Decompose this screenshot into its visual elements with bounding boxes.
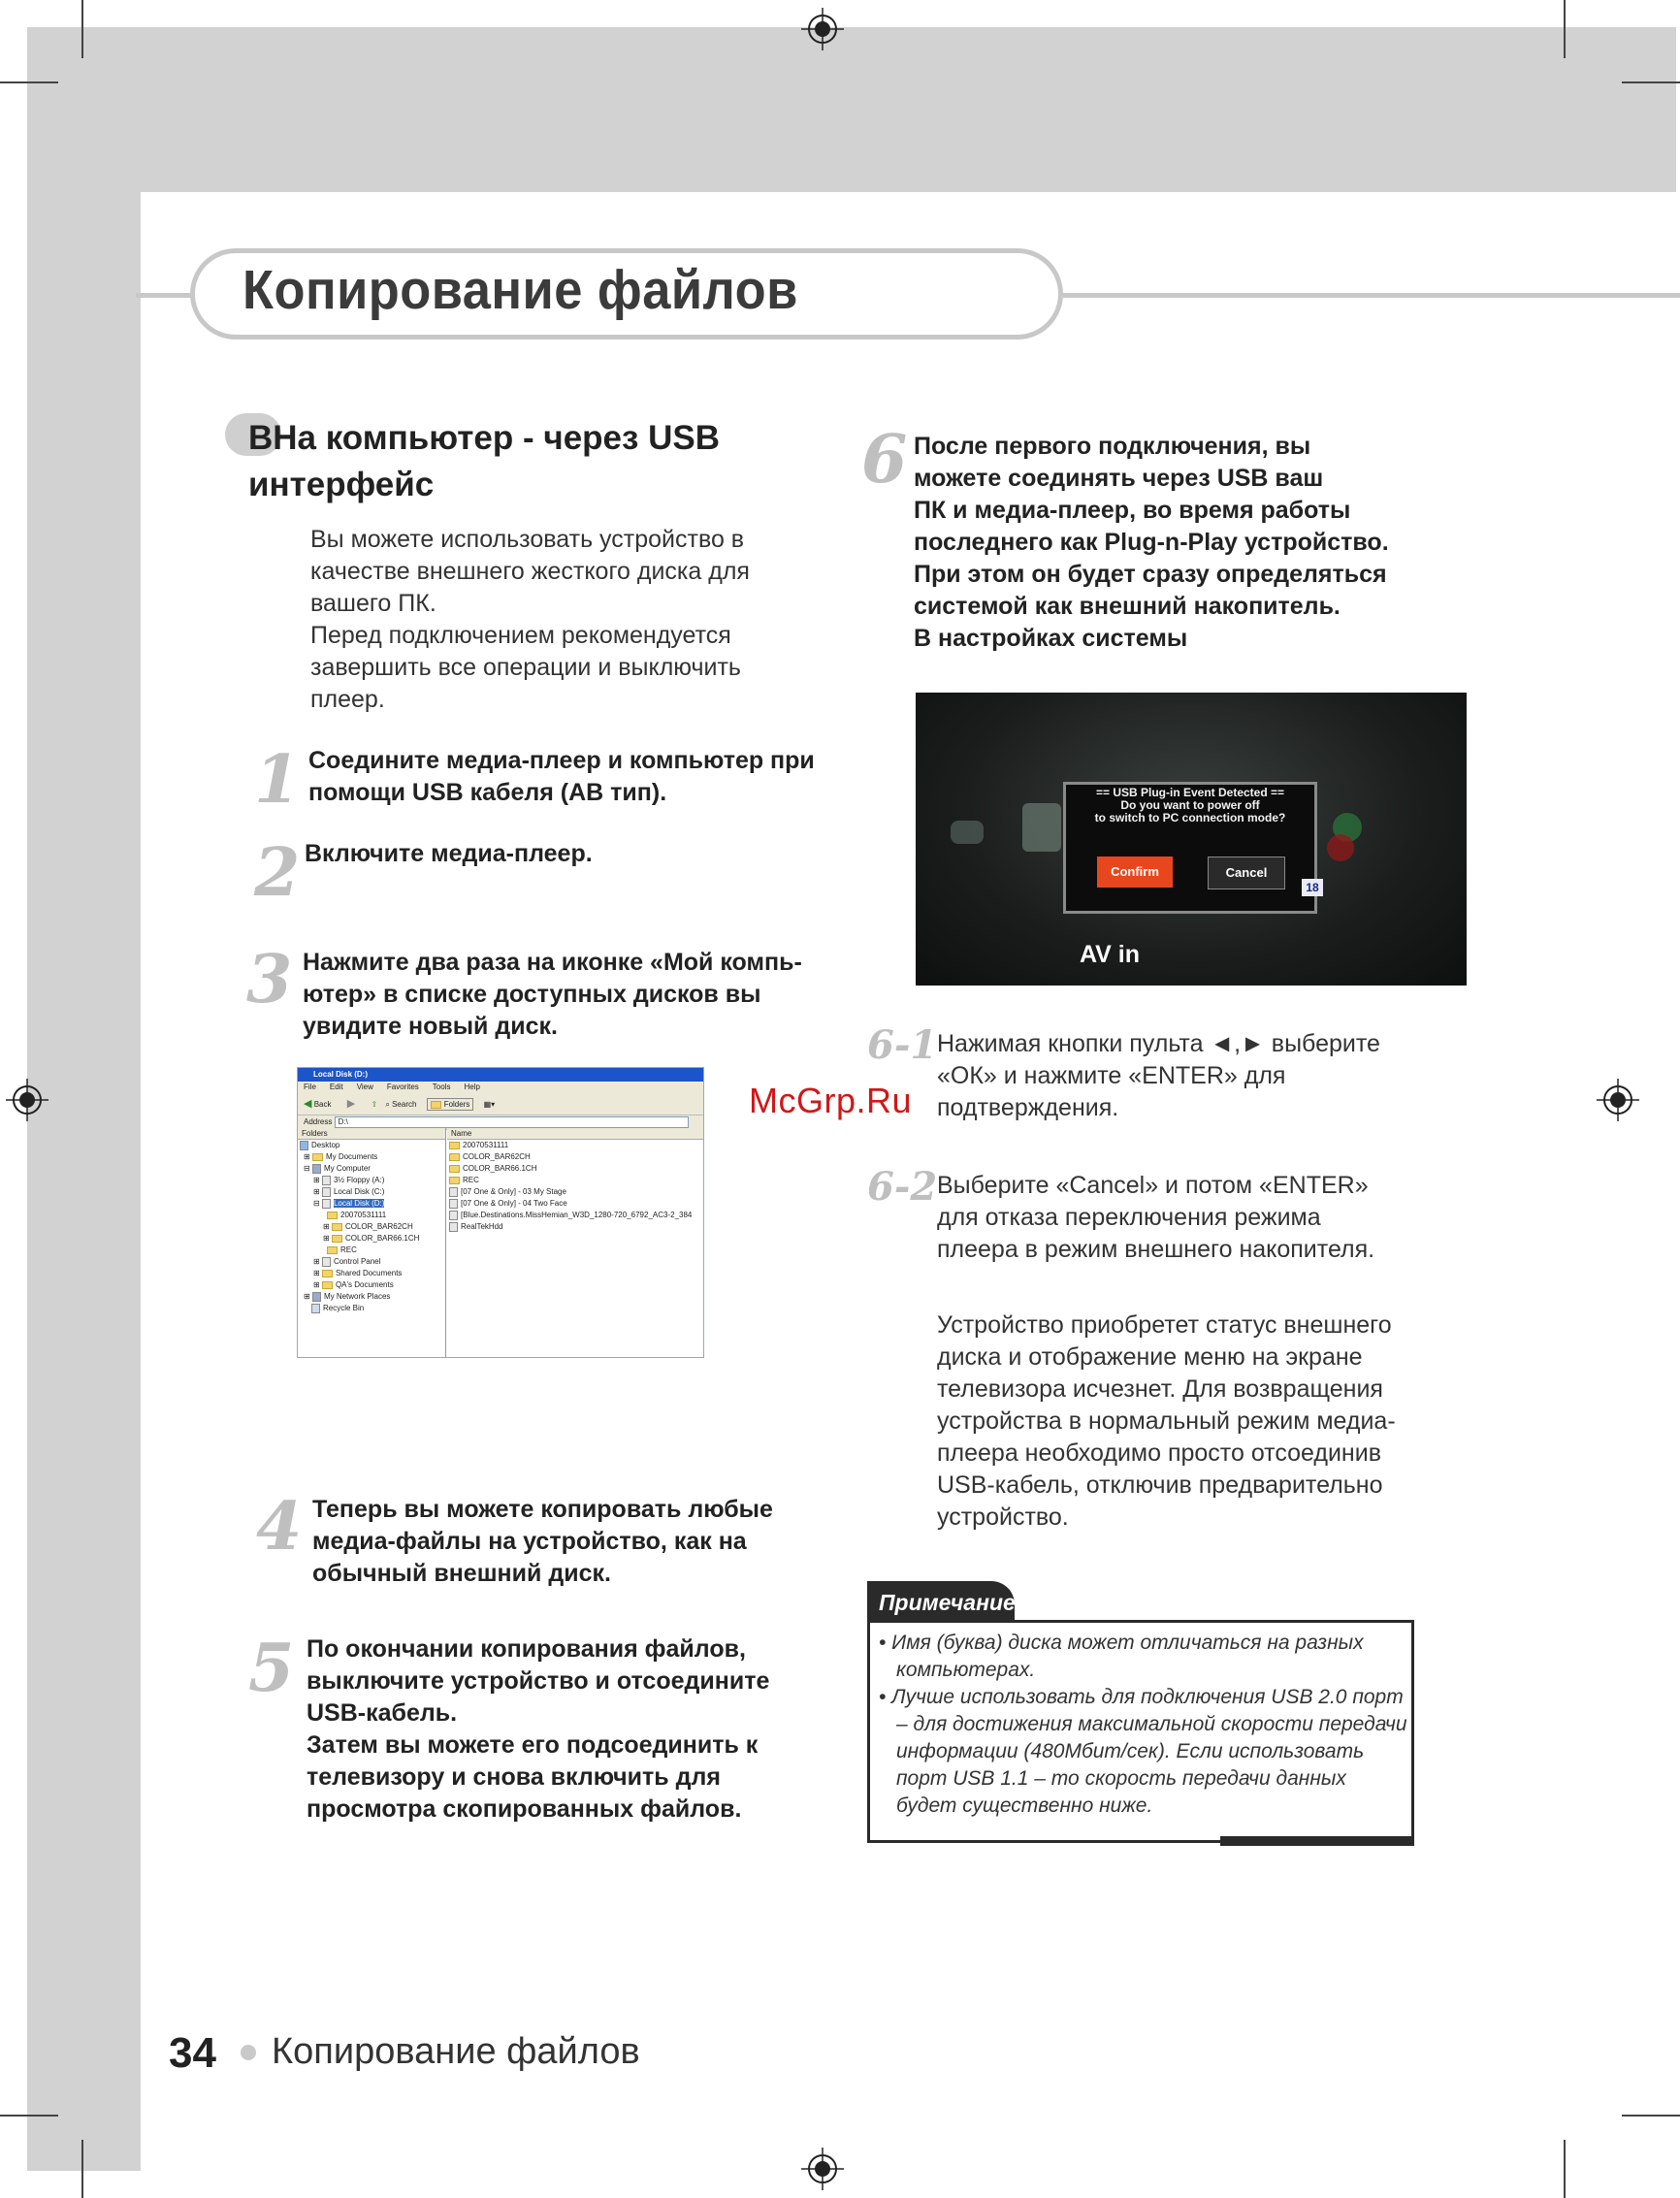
dialog-line: to switch to PC connection mode?: [1094, 811, 1286, 824]
outro-paragraph: [937, 1309, 1480, 1534]
substep-line: Нажимая кнопки пульта ◄,► выберите: [937, 1030, 1380, 1057]
file-label: COLOR_BAR66.1CH: [463, 1164, 537, 1173]
tree-label: My Network Places: [323, 1292, 391, 1301]
page-number: 34: [169, 2029, 216, 2077]
tree-item-selected[interactable]: ⊟ Local Disk (D:): [313, 1199, 385, 1208]
tree-item[interactable]: ⊞ My Documents: [304, 1152, 378, 1161]
menu-file[interactable]: File: [304, 1083, 316, 1091]
folder-icon: [332, 1235, 342, 1243]
step-6-text: [914, 431, 1457, 655]
watermark: McGrp.Ru: [749, 1081, 913, 1120]
outro-line: плеера необходимо просто отсоединив: [937, 1439, 1381, 1467]
file-item[interactable]: [447, 1221, 703, 1233]
intro-line: вашего ПК.: [310, 590, 436, 617]
back-button[interactable]: Back: [313, 1100, 332, 1109]
menu-view[interactable]: View: [356, 1083, 373, 1091]
record-icon: [1327, 834, 1354, 861]
step-line: ПК и медиа-плеер, во время работы: [914, 497, 1351, 524]
media-file-icon: [449, 1199, 458, 1209]
explorer-menubar: [298, 1082, 703, 1093]
tree-label: Local Disk (D:): [333, 1199, 385, 1208]
registration-mark-icon: [801, 8, 844, 50]
views-icon[interactable]: ▦▾: [483, 1100, 496, 1109]
desktop-icon: [300, 1141, 308, 1150]
tree-item[interactable]: ⊞ 3½ Floppy (A:): [313, 1176, 385, 1184]
step-number: 3: [246, 941, 293, 1018]
menu-favorites[interactable]: Favorites: [386, 1083, 419, 1091]
file-item[interactable]: [447, 1140, 703, 1151]
folder-icon: [449, 1165, 460, 1173]
explorer-titlebar: Local Disk (D:): [298, 1068, 703, 1082]
folder-icon: [449, 1153, 460, 1161]
folder-icon: [332, 1223, 342, 1231]
tree-label: COLOR_BAR62CH: [344, 1222, 413, 1231]
tree-label: Desktop: [311, 1141, 340, 1149]
search-icon: ⌕: [385, 1100, 390, 1109]
substep-line: «ОК» и нажмите «ENTER» для: [937, 1062, 1286, 1089]
intro-line: Вы можете использовать устройство в: [310, 526, 745, 553]
crop-mark: [0, 2115, 58, 2117]
explorer-toolbar: [298, 1093, 703, 1115]
substep-line: подтверждения.: [937, 1094, 1119, 1121]
file-item[interactable]: [447, 1198, 703, 1210]
tree-label: My Computer: [323, 1164, 371, 1173]
step-line: После первого подключения, вы: [914, 433, 1311, 460]
tree-item[interactable]: ⊞ Control Panel: [313, 1257, 381, 1266]
tree-label: Control Panel: [333, 1257, 381, 1266]
file-item[interactable]: [447, 1163, 703, 1175]
title-rule-right: [1063, 293, 1680, 298]
search-button[interactable]: Search: [392, 1100, 417, 1109]
step-line: Включите медиа-плеер.: [305, 840, 593, 867]
folder-icon: [431, 1101, 441, 1109]
tree-item[interactable]: ⊞ My Network Places: [304, 1292, 391, 1301]
footer-title: Копирование файлов: [272, 2031, 640, 2072]
address-label: Address: [304, 1117, 333, 1126]
step-line: Нажмите два раза на иконке «Мой компь-: [303, 949, 802, 976]
folders-label: Folders: [443, 1100, 470, 1109]
folder-icon: [449, 1177, 460, 1184]
dialog-line: == USB Plug-in Event Detected ==: [1095, 786, 1285, 799]
confirm-button[interactable]: Confirm: [1097, 857, 1173, 888]
tv-caption: AV in: [1079, 941, 1141, 968]
file-icon: [449, 1222, 458, 1232]
tree-label: COLOR_BAR66.1CH: [344, 1234, 420, 1243]
media-file-icon: [449, 1211, 458, 1220]
menu-edit[interactable]: Edit: [329, 1083, 343, 1091]
registration-mark-icon: [801, 2148, 844, 2190]
footer-bullet-icon: [241, 2045, 256, 2060]
outro-line: телевизора исчезнет. Для возвращения: [937, 1375, 1383, 1403]
menu-tile: [951, 821, 984, 844]
step-line: медиа-файлы на устройство, как на: [312, 1528, 747, 1555]
drive-icon: [322, 1187, 331, 1197]
tree-item[interactable]: [298, 1303, 445, 1314]
crop-mark: [0, 81, 58, 83]
tree-label: 20070531111: [340, 1211, 387, 1219]
left-band: [27, 192, 141, 2171]
dialog-message: [1066, 787, 1314, 824]
step-line: При этом он будет сразу определяться: [914, 561, 1387, 588]
note-item: • Имя (буква) диска может отличаться на разных компьютерах.: [879, 1632, 1364, 1681]
tree-label: Recycle Bin: [323, 1304, 365, 1312]
step-1-text: [308, 745, 871, 809]
step-number: 4: [256, 1488, 303, 1566]
file-item[interactable]: [447, 1210, 703, 1221]
tree-label: Shared Documents: [335, 1269, 403, 1277]
usb-dialog: [1063, 782, 1317, 914]
intro-line: качестве внешнего жесткого диска для: [310, 558, 750, 585]
address-input[interactable]: D:\: [335, 1116, 689, 1128]
step-line: выключите устройство и отсоедините: [307, 1667, 770, 1695]
tree-item[interactable]: ⊞ QA's Documents: [313, 1280, 394, 1289]
tree-item[interactable]: ⊞ COLOR_BAR66.1CH: [323, 1234, 420, 1243]
menu-tile: [1022, 803, 1061, 852]
file-item[interactable]: [447, 1186, 703, 1198]
substep-6-2-text: [937, 1170, 1461, 1266]
media-file-icon: [449, 1187, 458, 1197]
floppy-icon: [322, 1176, 331, 1185]
title-rule-left: [136, 293, 192, 298]
crop-mark: [1622, 2115, 1680, 2117]
substep-6-1-text: [937, 1028, 1461, 1124]
menu-help[interactable]: Help: [464, 1083, 480, 1091]
step-line: обычный внешний диск.: [312, 1560, 611, 1587]
step-3-text: [303, 947, 875, 1043]
folder-icon: [322, 1281, 333, 1289]
file-label: COLOR_BAR62CH: [463, 1152, 531, 1161]
step-number: 5: [248, 1630, 295, 1707]
step-line: Теперь вы можете копировать любые: [312, 1496, 773, 1523]
note-title: Примечание: [867, 1581, 1015, 1622]
up-folder-icon[interactable]: ⇧: [371, 1100, 378, 1109]
step-line: ютер» в списке доступных дисков вы: [303, 981, 761, 1008]
step-number: 2: [254, 834, 301, 912]
step-line: USB-кабель.: [307, 1699, 458, 1727]
step-4-text: [312, 1494, 875, 1590]
folder-icon: [322, 1270, 333, 1277]
step-line: По окончании копирования файлов,: [307, 1635, 746, 1663]
note-list: [879, 1630, 1407, 1820]
tv-screenshot: [916, 693, 1467, 986]
substep-line: плеера в режим внешнего накопителя.: [937, 1236, 1375, 1263]
file-label: [Blue.Destinations.MissHemian_W3D_1280-720_6792_AC3-2_384: [461, 1211, 693, 1219]
tree-label: QA's Documents: [335, 1280, 394, 1289]
recycle-bin-icon: [311, 1304, 320, 1313]
network-icon: [312, 1292, 321, 1302]
step-number: 6: [861, 421, 908, 499]
step-line: В настройках системы: [914, 625, 1188, 652]
intro-line: Перед подключением рекомендуется: [310, 622, 731, 649]
crop-mark: [1564, 0, 1566, 58]
crop-mark: [81, 2140, 83, 2198]
file-label: RealTekHdd: [461, 1222, 503, 1231]
intro-line: плеер.: [310, 686, 385, 713]
tree-item[interactable]: [298, 1140, 445, 1151]
tree-label: My Documents: [325, 1152, 378, 1161]
registration-mark-icon: [6, 1079, 48, 1121]
outro-line: USB-кабель, отключив предварительно: [937, 1471, 1383, 1499]
outro-line: устройство.: [937, 1503, 1069, 1531]
header-band: [27, 27, 1676, 192]
step-line: просмотра скопированных файлов.: [307, 1795, 742, 1823]
file-label: REC: [463, 1176, 479, 1184]
note-box-accent: [1220, 1836, 1414, 1846]
step-line: увидите новый диск.: [303, 1013, 558, 1040]
crop-mark: [81, 0, 83, 58]
folder-tree: [298, 1128, 446, 1357]
substep-line: Выберите «Cancel» и потом «ENTER»: [937, 1172, 1369, 1199]
tree-label: REC: [340, 1245, 357, 1254]
substep-line: для отказа переключения режима: [937, 1204, 1321, 1231]
intro-line: завершить все операции и выключить: [310, 654, 741, 681]
tree-item[interactable]: ⊞ COLOR_BAR62CH: [323, 1222, 413, 1231]
file-item[interactable]: [447, 1151, 703, 1163]
folders-button[interactable]: [427, 1098, 474, 1111]
page-title: Копирование файлов: [242, 259, 798, 321]
substep-number: 6-2: [867, 1164, 938, 1210]
dialog-line: Do you want to power off: [1120, 798, 1260, 812]
tree-item[interactable]: ⊞ Local Disk (C:): [313, 1187, 385, 1196]
registration-mark-icon: [1597, 1079, 1639, 1121]
forward-arrow-icon[interactable]: ▶: [346, 1098, 356, 1110]
tree-item[interactable]: ⊟ My Computer: [304, 1164, 371, 1173]
channel-badge: 18: [1302, 879, 1323, 896]
crop-mark: [1564, 2140, 1566, 2198]
control-panel-icon: [322, 1257, 331, 1267]
step-line: последнего как Plug-n-Play устройство.: [914, 529, 1389, 556]
step-number: 1: [254, 741, 301, 819]
file-label: [07 One & Only] - 03 My Stage: [461, 1187, 566, 1196]
folder-icon: [327, 1246, 338, 1254]
step-line: телевизору и снова включить для: [307, 1763, 721, 1791]
step-line: Соедините медиа-плеер и компьютер при: [308, 747, 815, 774]
tree-item[interactable]: [298, 1244, 445, 1256]
step-line: Затем вы можете его подсоединить к: [307, 1731, 759, 1759]
step-line: можете соединять через USB ваш: [914, 465, 1324, 492]
tree-label: Local Disk (C:): [333, 1187, 385, 1196]
explorer-screenshot: [297, 1067, 704, 1358]
folder-icon: [327, 1212, 338, 1219]
step-5-text: [307, 1633, 869, 1826]
file-label: 20070531111: [463, 1141, 509, 1149]
outro-line: Устройство приобретет статус внешнего: [937, 1311, 1392, 1339]
note-item: • Лучше использовать для подключения USB 2.0 порт – для достижения максимальной скорости передачи информации (480Мбит/сек). Если использовать порт USB 1.1 – то скорость передачи данных будет существенно ниже.: [879, 1686, 1407, 1817]
tree-item[interactable]: [298, 1210, 445, 1221]
cancel-button[interactable]: Cancel: [1208, 857, 1285, 889]
folders-header: Folders: [298, 1128, 445, 1140]
substep-number: 6-1: [867, 1022, 938, 1068]
folder-icon: [449, 1142, 460, 1149]
name-column-header[interactable]: Name: [447, 1128, 703, 1140]
crop-mark: [1622, 81, 1680, 83]
tree-label: 3½ Floppy (A:): [333, 1176, 385, 1184]
section-title: ВНа компьютер - через USB интерфейс: [248, 419, 721, 503]
file-list: [447, 1128, 703, 1357]
back-arrow-icon: ◀: [304, 1098, 312, 1110]
file-item[interactable]: [447, 1175, 703, 1186]
outro-line: устройства в нормальный режим медиа-: [937, 1407, 1396, 1435]
tree-item[interactable]: ⊞ Shared Documents: [313, 1269, 403, 1277]
computer-icon: [312, 1164, 321, 1174]
outro-line: диска и отображение меню на экране: [937, 1343, 1363, 1371]
folder-icon: [312, 1153, 323, 1161]
step-line: помощи USB кабеля (AB тип).: [308, 779, 667, 806]
step-line: системой как внешний накопитель.: [914, 593, 1341, 620]
intro-paragraph: [310, 524, 815, 716]
drive-icon: [322, 1199, 331, 1209]
menu-tools[interactable]: Tools: [432, 1083, 451, 1091]
step-2-text: [305, 838, 867, 870]
file-label: [07 One & Only] - 04 Two Face: [461, 1199, 567, 1208]
